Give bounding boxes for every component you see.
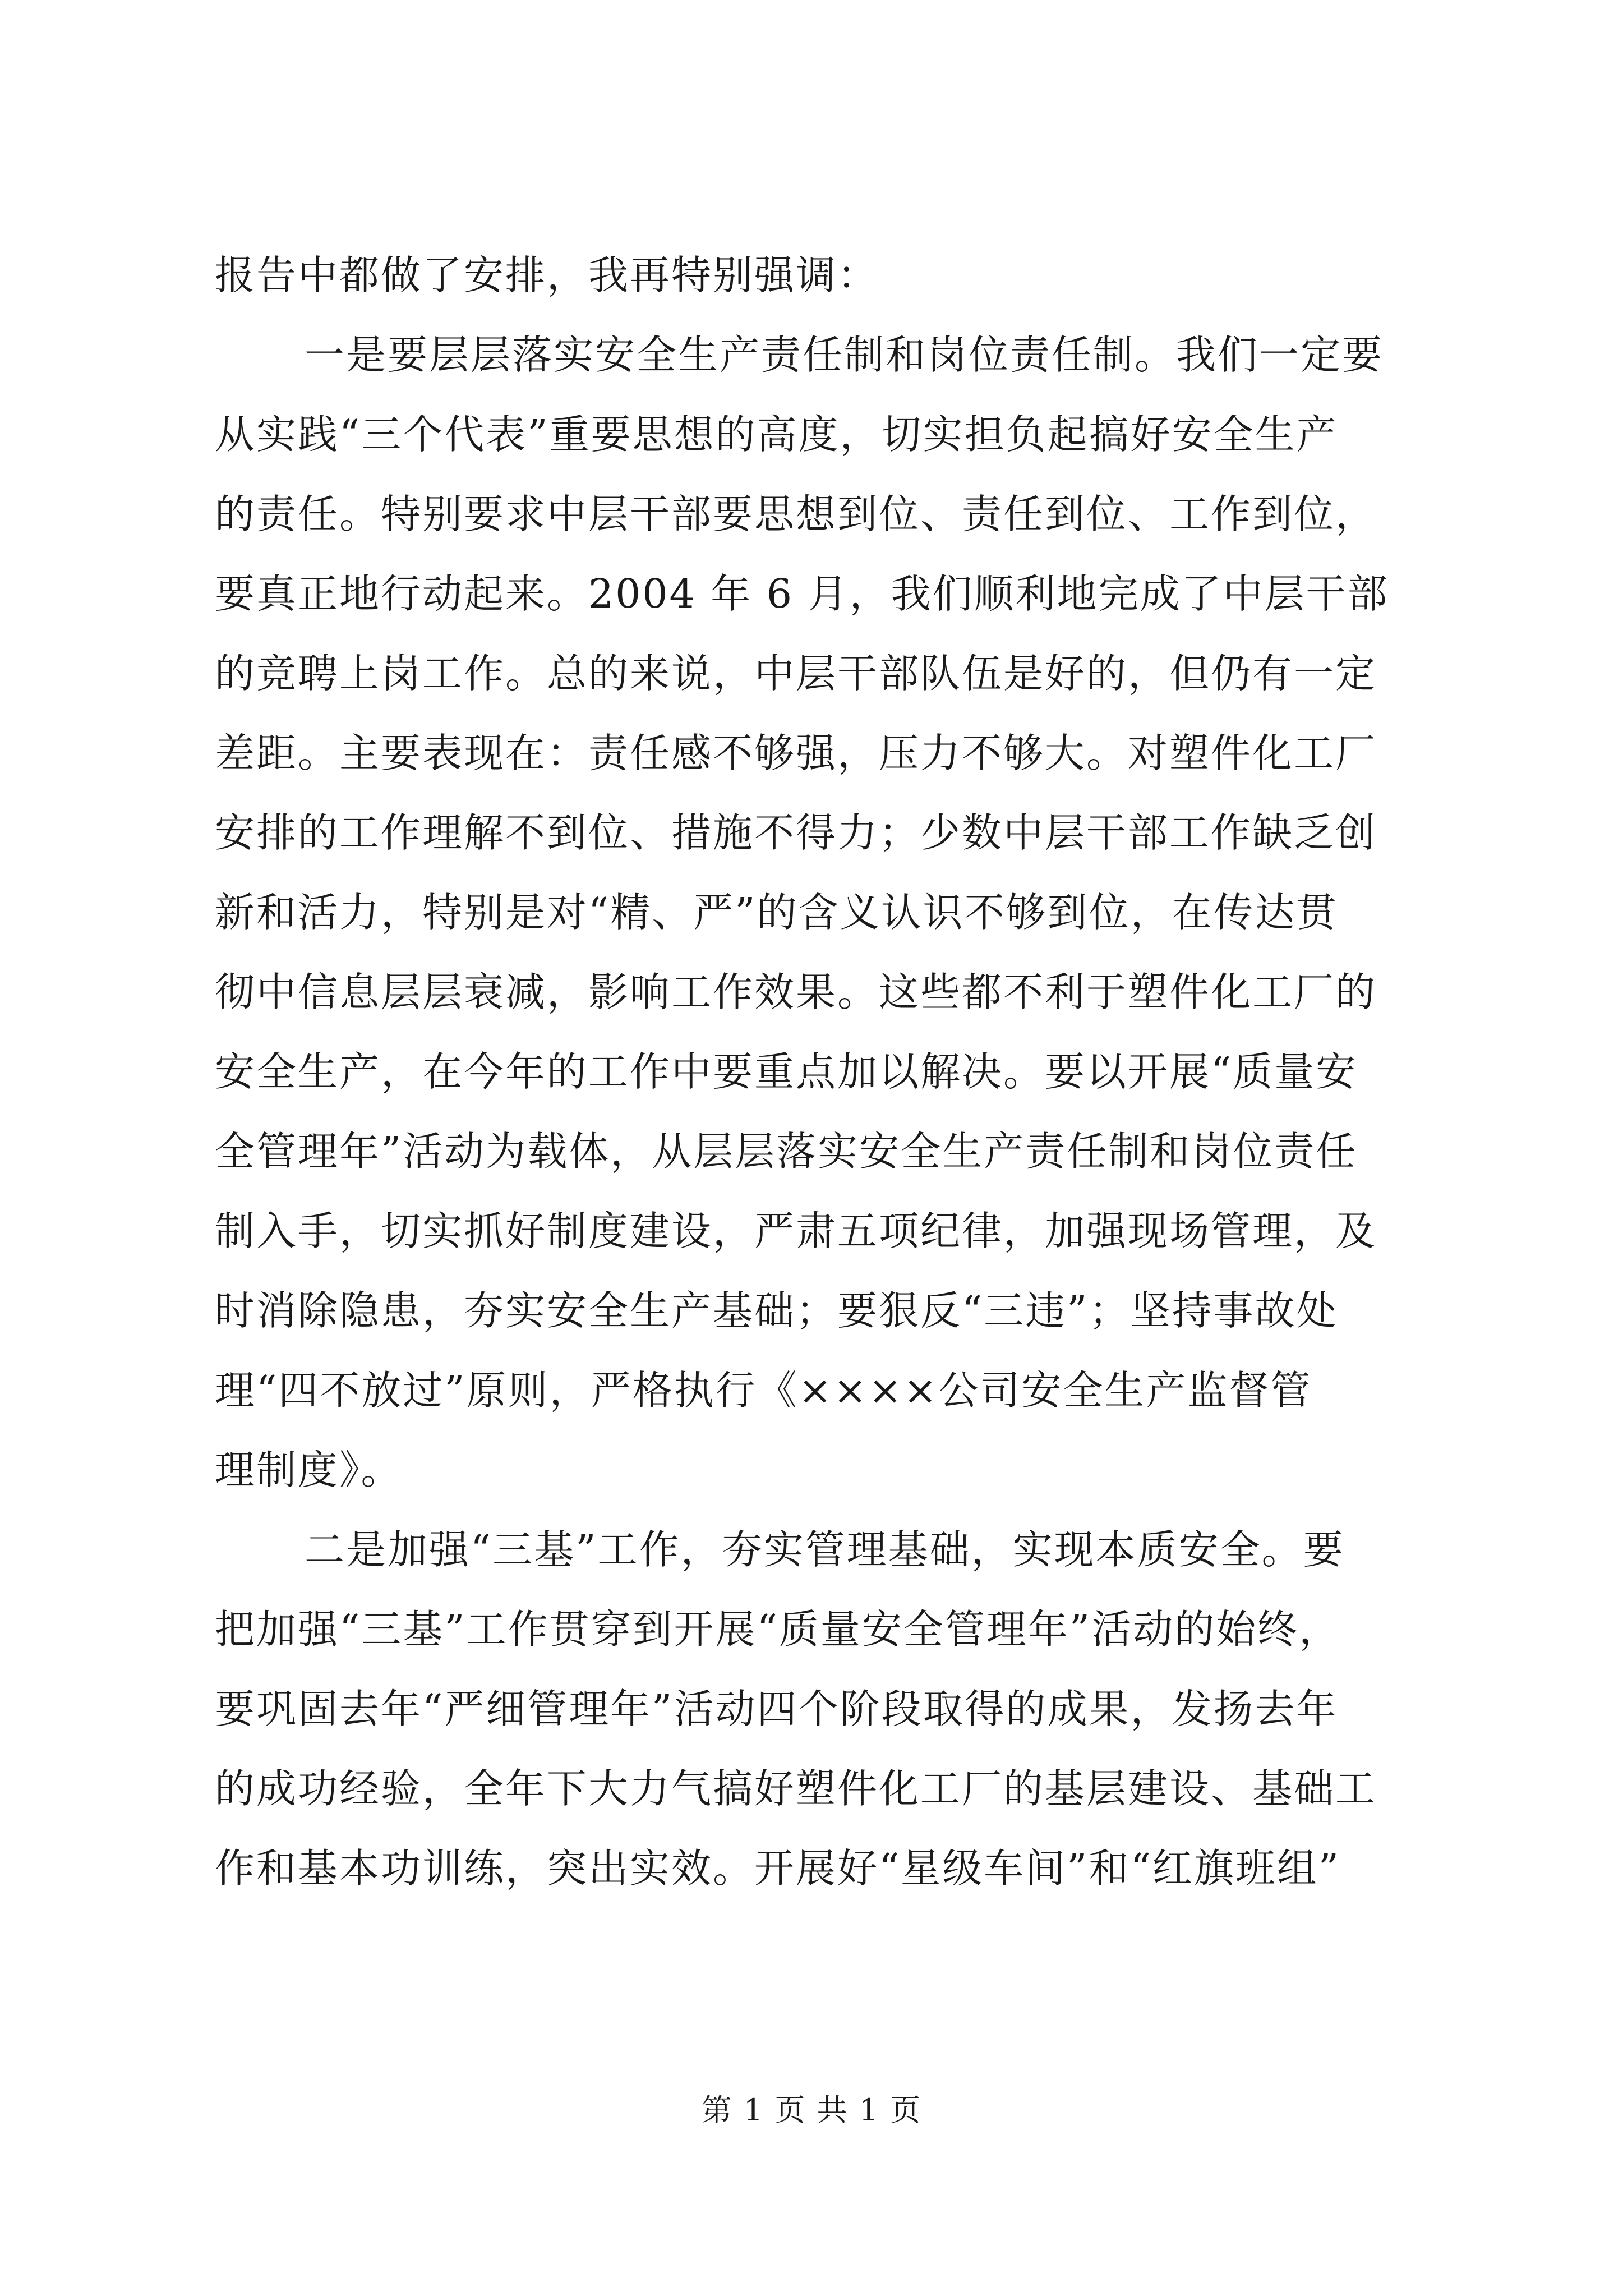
text-line: 从实践“三个代表”重要思想的高度，切实担负起搞好安全生产 (215, 411, 1338, 458)
paragraph-start-line: 二是加强“三基”工作，夯实管理基础，实现本质安全。要 (305, 1526, 1345, 1573)
text-line: 把加强“三基”工作贯穿到开展“质量安全管理年”活动的始终， (215, 1606, 1341, 1653)
text-line: 彻中信息层层衰减，影响工作效果。这些都不利于塑件化工厂的 (215, 969, 1377, 1015)
text-line: 差距。主要表现在：责任感不够强，压力不够大。对塑件化工厂 (215, 730, 1377, 776)
text-line: 要真正地行动起来。2004 年 6 月，我们顺利地完成了中层干部 (215, 570, 1389, 617)
document-body (215, 236, 1426, 1908)
page-footer: 第 1 页 共 1 页 (701, 2092, 922, 2128)
text-line: 安全生产，在今年的工作中要重点加以解决。要以开展“质量安 (215, 1048, 1358, 1095)
text-line: 报告中都做了安排，我再特别强调： (215, 252, 879, 298)
text-line: 理制度》。 (215, 1447, 403, 1493)
text-line: 时消除隐患，夯实安全生产基础；要狠反“三违”；坚持事故处 (215, 1287, 1338, 1334)
text-line: 制入手，切实抓好制度建设，严肃五项纪律，加强现场管理，及 (215, 1208, 1377, 1254)
text-line: 全管理年”活动为载体，从层层落实安全生产责任制和岗位责任 (215, 1128, 1358, 1175)
text-line: 的竞聘上岗工作。总的来说，中层干部队伍是好的，但仍有一定 (215, 650, 1377, 697)
text-line: 新和活力，特别是对“精、严”的含义认识不够到位，在传达贯 (215, 889, 1338, 936)
text-line: 安排的工作理解不到位、措施不得力；少数中层干部工作缺乏创 (215, 809, 1377, 856)
paragraph-start-line: 一是要层层落实安全生产责任制和岗位责任制。我们一定要 (305, 332, 1384, 378)
text-line: 作和基本功训练，突出实效。开展好“星级车间”和“红旗班组” (215, 1845, 1341, 1892)
text-line: 理“四不放过”原则，严格执行《××××公司安全生产监督管 (215, 1367, 1312, 1414)
text-line: 要巩固去年“严细管理年”活动四个阶段取得的成果，发扬去年 (215, 1686, 1338, 1732)
text-line: 的责任。特别要求中层干部要思想到位、责任到位、工作到位， (215, 491, 1377, 537)
text-line: 的成功经验，全年下大力气搞好塑件化工厂的基层建设、基础工 (215, 1765, 1377, 1812)
